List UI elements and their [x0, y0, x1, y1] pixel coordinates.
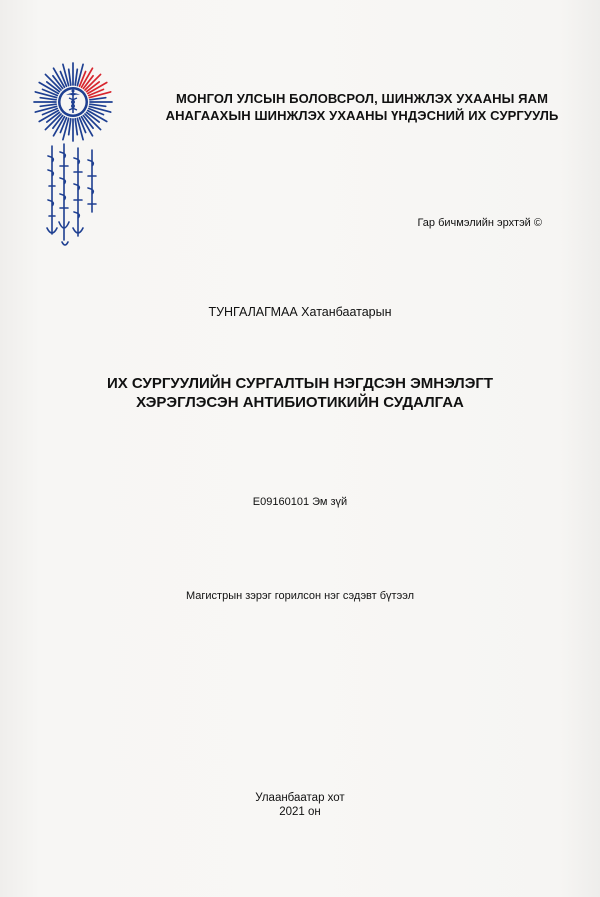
ministry-line-2: АНАГААХЫН ШИНЖЛЭХ УХААНЫ ҮНДЭСНИЙ ИХ СУРГУУЛЬ [165, 108, 559, 123]
ministry-header [152, 90, 572, 124]
thesis-title-line-1: ИХ СУРГУУЛИЙН СУРГАЛТЫН НЭГДСЭН ЭМНЭЛЭГТ [106, 375, 494, 392]
ministry-line-1: МОНГОЛ УЛСЫН БОЛОВСРОЛ, ШИНЖЛЭХ УХААНЫ ЯАМ [175, 91, 549, 106]
thesis-title-line-2: ХЭРЭГЛЭСЭН АНТИБИОТИКИЙН СУДАЛГАА [136, 394, 464, 411]
university-logo-icon [33, 62, 113, 144]
year: 2021 он [279, 806, 321, 818]
thesis-title [0, 374, 600, 412]
author-name: ТУНГАЛАГМАА Хатанбаатарын [208, 305, 392, 319]
mongolian-script-emblem [38, 142, 108, 252]
copyright-notice: Гар бичмэлийн эрхтэй © [417, 217, 542, 229]
specialty-code: E09160101 Эм зүй [252, 496, 348, 508]
place-and-year [0, 791, 600, 819]
degree-description: Магистрын зэрэг горилсон нэг сэдэвт бүтээл [186, 590, 414, 602]
city: Улаанбаатар хот [255, 792, 345, 804]
